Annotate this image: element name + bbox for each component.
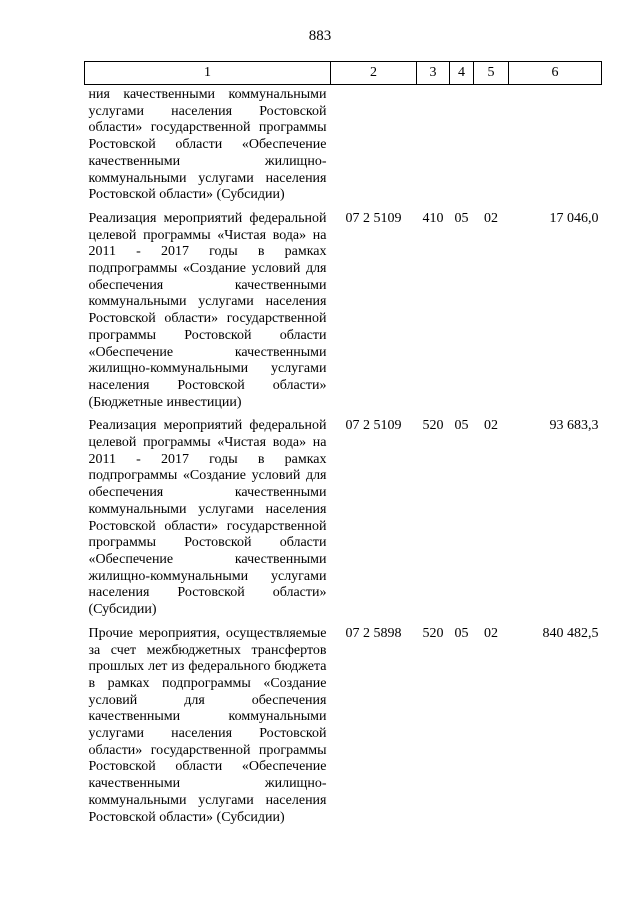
row-rz: 05 <box>454 210 469 226</box>
row-rz: 05 <box>454 418 469 434</box>
budget-table <box>84 61 602 826</box>
header-col-4: 4 <box>450 62 474 85</box>
row-amount: 840 482,5 <box>542 625 599 641</box>
row-csr: 07 2 5109 <box>345 418 402 434</box>
row-csr: 07 2 5898 <box>345 625 402 641</box>
header-col-3: 3 <box>417 62 450 85</box>
row-rz: 05 <box>454 625 469 641</box>
table-row <box>85 204 602 411</box>
row-name: Прочие мероприятия, осуществляемые за счет межбюджетных трансфертов прошлых лет из федерального бюджета в рамках подпрограммы «Создание условий для обеспечения качественными коммунальными услугами населения Ростовской области» государственной программы Ростовской области «Обеспечение качественными жилищно-коммунальными услугами населения Ростовской области» (Субсидии) <box>88 625 327 825</box>
row-vr: 520 <box>422 418 444 434</box>
row-vr: 520 <box>422 625 444 641</box>
table-header-row <box>85 62 602 85</box>
row-rz <box>450 85 474 204</box>
row-vr <box>417 85 450 204</box>
table-row <box>85 85 602 204</box>
page-number: 883 <box>308 28 332 44</box>
row-name: ния качественными коммунальными услугами населения Ростовской области» государственной программы Ростовской области «Обеспечение качественными жилищно-коммунальными услугами населения Ростовской области» (Субсидии) <box>88 87 327 203</box>
row-amount: 93 683,3 <box>549 418 599 434</box>
row-pr <box>474 85 509 204</box>
row-csr: 07 2 5109 <box>345 210 402 226</box>
header-col-1: 1 <box>85 62 331 85</box>
row-pr: 02 <box>484 625 498 641</box>
row-name: Реализация мероприятий федеральной целевой программы «Чистая вода» на 2011 - 2017 годы в рамках подпрограммы «Создание условий для обеспечения качественными коммунальными услугами населения Ростовской области» государственной программы Ростовской области «Обеспечение качественными жилищно-коммунальными услугами населения Ростовской области» (Бюджетные инвестиции) <box>88 210 327 410</box>
row-vr: 410 <box>422 210 444 226</box>
row-pr: 02 <box>484 418 498 434</box>
header-col-2: 2 <box>331 62 417 85</box>
table-row <box>85 411 602 618</box>
header-col-6: 6 <box>509 62 602 85</box>
table-row <box>85 619 602 826</box>
row-amount: 17 046,0 <box>549 210 599 226</box>
row-csr <box>331 85 417 204</box>
header-col-5: 5 <box>474 62 509 85</box>
row-pr: 02 <box>484 210 498 226</box>
row-amount <box>509 85 602 204</box>
row-name: Реализация мероприятий федеральной целевой программы «Чистая вода» на 2011 - 2017 годы в рамках подпрограммы «Создание условий для обеспечения качественными коммунальными услугами населения Ростовской области» государственной программы Ростовской области «Обеспечение качественными жилищно-коммунальными услугами населения Ростовской области» (Субсидии) <box>88 418 327 618</box>
